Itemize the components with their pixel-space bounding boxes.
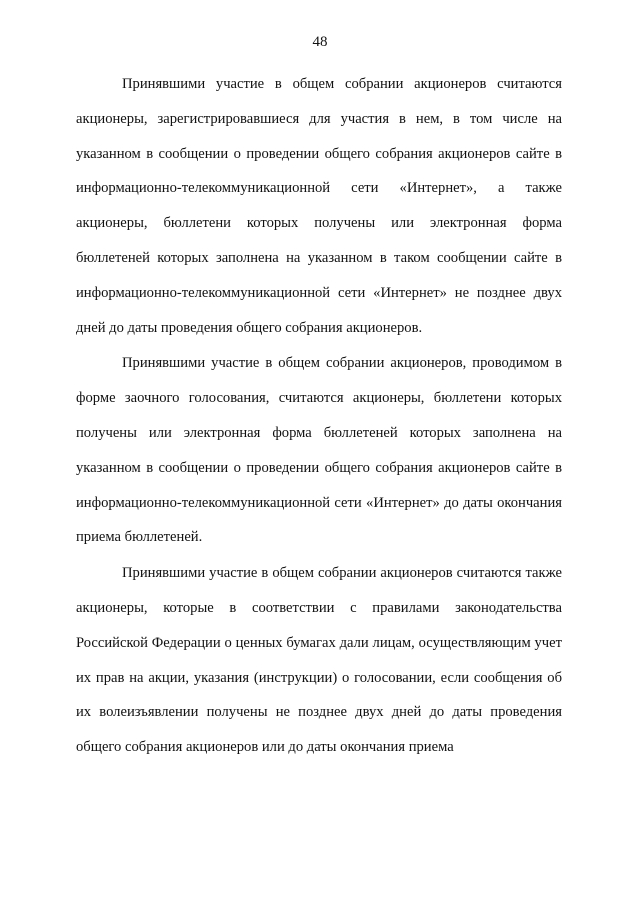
paragraph-3: Принявшими участие в общем собрании акционеров считаются также акционеры, которые в соответствии с правилами законодательства Российской Федерации о ценных бумагах дали лицам, осуществляющим учет их прав на акции, указания (инструкции) о голосовании, если сообщения об их волеизъявлении получены не позднее двух дней до даты проведения общего собрания акционеров или до даты окончания приема xyxy=(76,565,562,756)
document-body xyxy=(76,67,562,765)
page-number: 48 xyxy=(312,34,328,50)
paragraph-1: Принявшими участие в общем собрании акционеров считаются акционеры, зарегистрировавшиеся для участия в нем, в том числе на указанном в сообщении о проведении общего собрания акционеров сайте в информационно-телекоммуникационной сети «Интернет», а также акционеры, бюллетени которых получены или электронная форма бюллетеней которых заполнена на указанном в таком сообщении сайте в информационно-телекоммуникационной сети «Интернет» не позднее двух дней до даты проведения общего собрания акционеров. xyxy=(76,76,562,336)
paragraph-2: Принявшими участие в общем собрании акционеров, проводимом в форме заочного голосования, считаются акционеры, бюллетени которых получены или электронная форма бюллетеней которых заполнена на указанном в сообщении о проведении общего собрания акционеров сайте в информационно-телекоммуникационной сети «Интернет» до даты окончания приема бюллетеней. xyxy=(76,355,562,546)
